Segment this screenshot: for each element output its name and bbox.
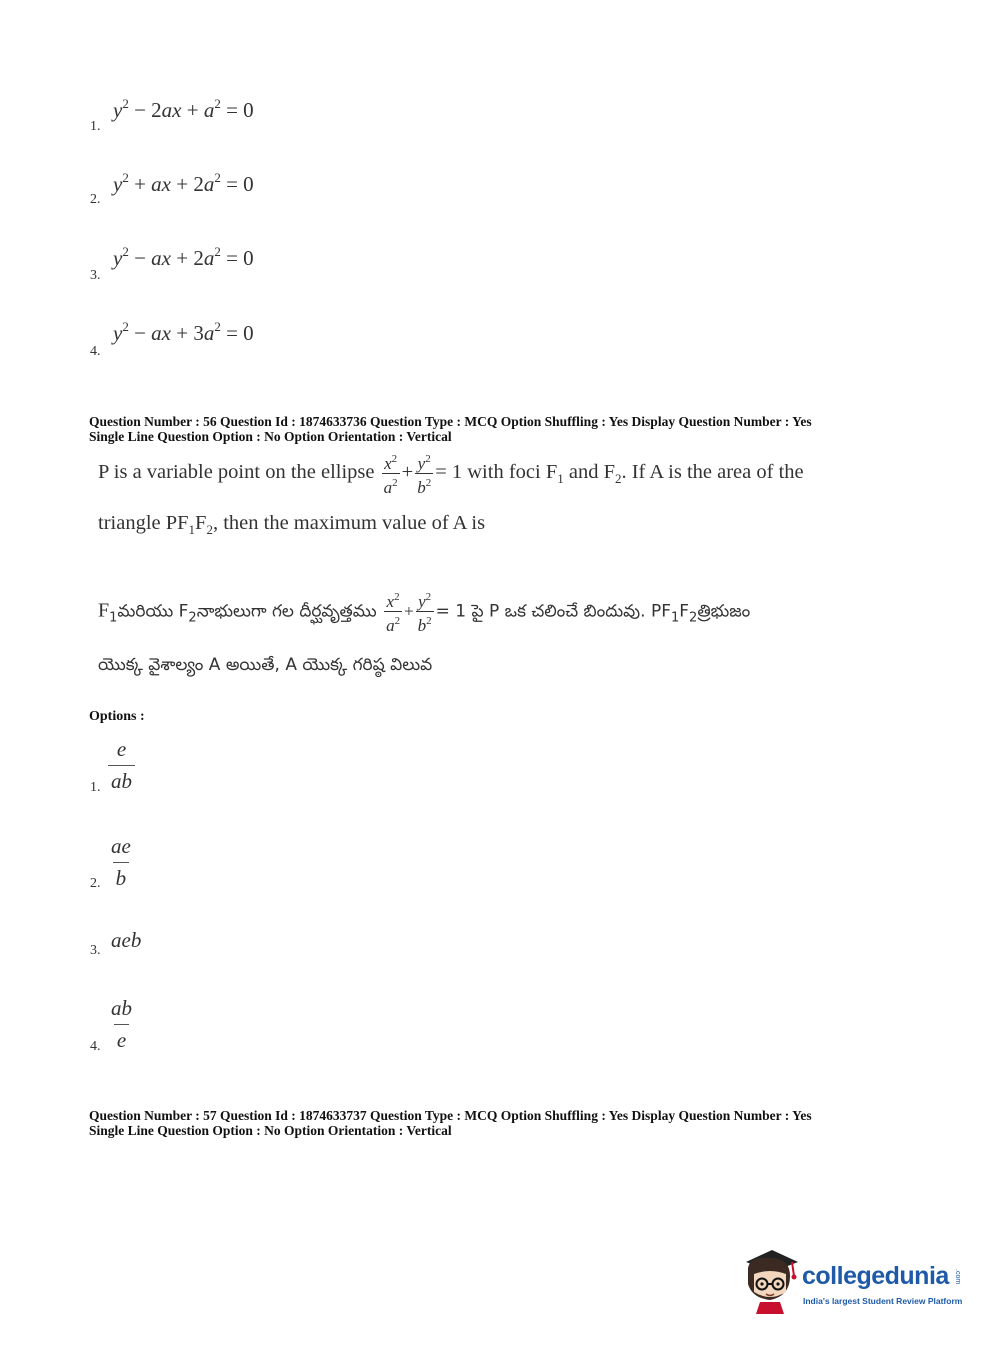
question-56-english-line-2: triangle $PF_1F_2$, then the maximum value of A is: [98, 512, 486, 537]
option-number: 3.: [90, 268, 101, 283]
brand-tagline: India's largest Student Review Platform: [803, 1296, 963, 1306]
option-number: 4.: [90, 344, 101, 359]
question-56-english-line-1: P is a variable point on the ellipse $\frac{x^2}{a^2}$ + $\frac{y^2}{b^2}$ = 1 with foci $F_1$ and $F_2$. If A is the area of the: [98, 450, 804, 497]
ellipse-fraction-y: $\frac{y^2}{b^2}$: [417, 453, 432, 497]
option-number: 2.: [90, 876, 101, 891]
student-mascot-icon: [740, 1248, 800, 1314]
brand-dotcom: .com: [954, 1269, 961, 1285]
option-fraction: e ab: [108, 737, 135, 794]
option-number: 3.: [90, 943, 101, 958]
option-number: 1.: [90, 780, 101, 795]
options-label: Options :: [89, 709, 145, 724]
option-expression: aeb: [111, 928, 142, 952]
collegedunia-logo: [740, 1248, 970, 1318]
option-number: 2.: [90, 192, 101, 207]
ellipse-fraction-x: $\frac{x^2}{a^2}$: [386, 591, 401, 635]
option-number: 1.: [90, 119, 101, 134]
brand-name: collegedunia: [802, 1262, 949, 1290]
option-fraction: ab e: [111, 996, 132, 1052]
question-56-telugu-line-1: $F_1మరియు$ $F_2నాభులుగా$ గల దీర్ఘవృత్తము $\frac{x^2}{a^2}$ + $\frac{y^2}{b^2}$ = 1 పై P ఒక చలించే బిందువు. $PF_1F_2త్రిభుజం$: [98, 588, 750, 635]
option-equation: $y^2$ + ax + $2a^2 = 0$: [113, 170, 254, 196]
question-56-telugu-line-2: యొక్క వైశాల్యం A అయితే, A యొక్క గరిష్ఠ విలువ: [98, 655, 433, 675]
ellipse-fraction-y: $\frac{y^2}{b^2}$: [417, 591, 432, 635]
option-number: 4.: [90, 1039, 101, 1054]
question-57-meta: Question Number : 57 Question Id : 1874633737 Question Type : MCQ Option Shuffling : Yes Display Question Number : Yes Single Line Question Option : No Option Orientation : Vertical: [89, 1108, 812, 1138]
option-equation: $y^2 - 2ax + a^2 = 0$: [113, 96, 254, 122]
ellipse-fraction-x: $\frac{x^2}{a^2}$: [383, 453, 398, 497]
question-56-meta: Question Number : 56 Question Id : 1874633736 Question Type : MCQ Option Shuffling : Yes Display Question Number : Yes Single Line Question Option : No Option Orientation : Vertical: [89, 414, 812, 444]
option-equation: $y^2$ − ax + $2a^2 = 0$: [113, 244, 254, 270]
option-fraction: ae b: [111, 834, 131, 890]
option-equation: $y^2$ − ax + $3a^2 = 0$: [113, 319, 254, 345]
